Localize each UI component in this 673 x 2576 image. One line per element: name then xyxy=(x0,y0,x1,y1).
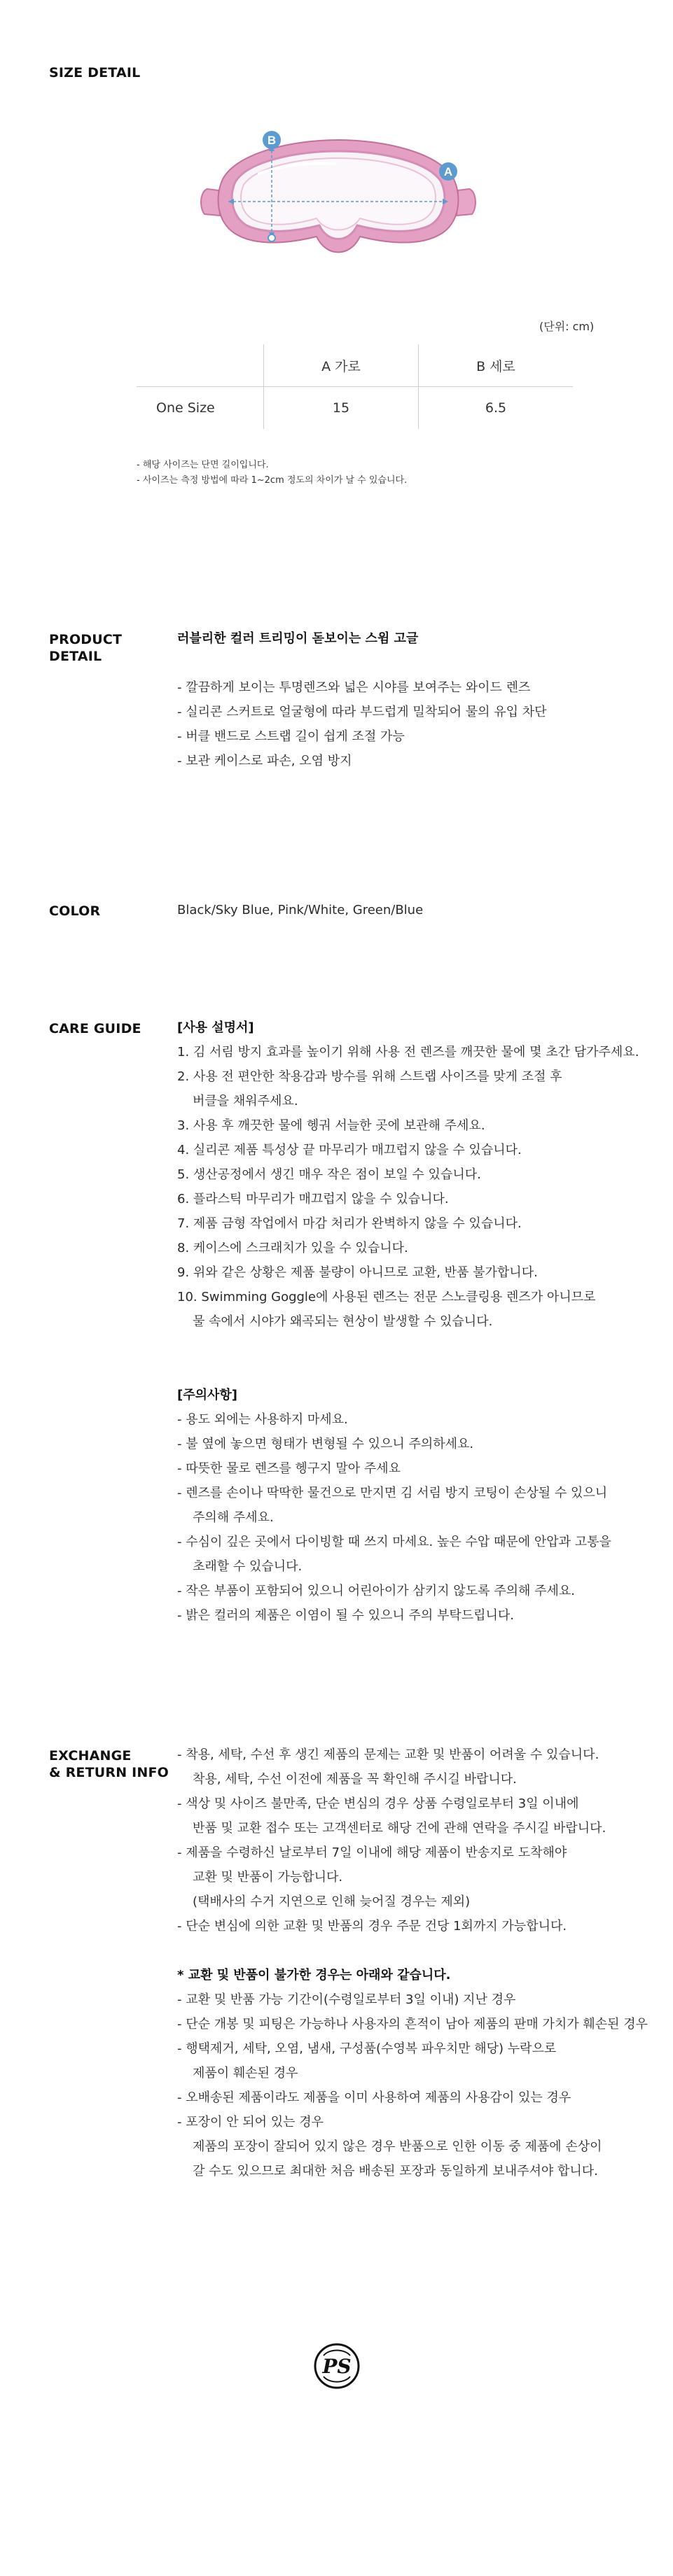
goggle-size-illustration xyxy=(195,125,482,279)
marker-b-label: B xyxy=(267,134,277,147)
caution-list xyxy=(177,1407,639,1628)
color-value: Black/Sky Blue, Pink/White, Green/Blue xyxy=(177,903,424,917)
exchange-title-line: & RETURN INFO xyxy=(49,1765,169,1780)
size-table-header xyxy=(137,344,573,387)
caution-line: - 용도 외에는 사용하지 마세요. xyxy=(177,1412,348,1427)
caution-line: - 렌즈를 손이나 딱딱한 물건으로 만지면 김 서림 방지 코팅이 손상될 수 있으니 xyxy=(177,1486,608,1500)
exchange-line: - 색상 및 사이즈 불만족, 단순 변심의 경우 상품 수령일로부터 3일 이내에 xyxy=(177,1796,579,1811)
product-headline: 러블리한 컬러 트리밍이 돋보이는 스윔 고글 xyxy=(177,631,419,646)
size-table-header-cell: A 가로 xyxy=(264,344,419,387)
exchange-body xyxy=(177,1743,648,2183)
usage-list xyxy=(177,1040,639,1334)
exchange-line: 교환 및 반품이 가능합니다. xyxy=(193,1870,343,1885)
not-allowed-line: - 교환 및 반품 가능 기간이(수령일로부터 3일 이내) 지난 경우 xyxy=(177,1992,516,2007)
usage-line: 4. 실리콘 제품 특성상 끝 마무리가 매끄럽지 않을 수 있습니다. xyxy=(177,1143,522,1157)
exchange-line: 반품 및 교환 접수 또는 고객센터로 해당 건에 관해 연락을 주시길 바랍니다. xyxy=(193,1821,606,1836)
usage-line: 9. 위와 같은 상황은 제품 불량이 아니므로 교환, 반품 불가합니다. xyxy=(177,1265,538,1280)
exchange-list xyxy=(177,1743,648,1938)
caution-heading: [주의사항] xyxy=(177,1388,238,1402)
product-detail-title xyxy=(49,631,122,665)
exchange-line: 착용, 세탁, 수선 이전에 제품을 꼭 확인해 주시길 바랍니다. xyxy=(193,1772,517,1787)
not-allowed-line: - 단순 개봉 및 피팅은 가능하나 사용자의 흔적이 남아 제품의 판매 가치가 훼손된 경우 xyxy=(177,2017,648,2032)
usage-line: 10. Swimming Goggle에 사용된 렌즈는 전문 스노클링용 렌즈가 아니므로 xyxy=(177,1290,596,1304)
product-detail-title-line: PRODUCT xyxy=(49,632,123,647)
usage-line: 버클을 채워주세요. xyxy=(193,1094,298,1108)
exchange-title-line: EXCHANGE xyxy=(49,1748,132,1764)
not-allowed-line: 제품의 포장이 잘되어 있지 않은 경우 반품으로 인한 이동 중 제품에 손상이 xyxy=(193,2139,602,2154)
size-table-header-cell xyxy=(137,344,264,387)
usage-line: 1. 김 서림 방지 효과를 높이기 위해 사용 전 렌즈를 깨끗한 물에 몇 초간 담가주세요. xyxy=(177,1045,639,1060)
exchange-line: (택배사의 수거 지연으로 인해 늦어질 경우는 제외) xyxy=(193,1894,471,1909)
usage-line: 물 속에서 시야가 왜곡되는 현상이 발생할 수 있습니다. xyxy=(193,1314,493,1329)
exchange-line: - 착용, 세탁, 수선 후 생긴 제품의 문제는 교환 및 반품이 어려울 수 있습니다. xyxy=(177,1747,599,1762)
size-notes xyxy=(137,458,407,488)
caution-line: 초래할 수 있습니다. xyxy=(193,1559,303,1574)
caution-line: - 수심이 깊은 곳에서 다이빙할 때 쓰지 마세요. 높은 수압 때문에 안압과 고통을 xyxy=(177,1535,611,1549)
caution-line: - 작은 부품이 포함되어 있으니 어린아이가 삼키지 않도록 주의해 주세요. xyxy=(177,1584,575,1598)
not-allowed-line: - 포장이 안 되어 있는 경우 xyxy=(177,2115,324,2130)
caution-line: - 따뜻한 물로 렌즈를 헹구지 말아 주세요 xyxy=(177,1461,401,1476)
not-allowed-line: - 행택제거, 세탁, 오염, 냄새, 구성품(수영복 파우치만 해당) 누락으로 xyxy=(177,2041,557,2056)
product-detail-title-line: DETAIL xyxy=(49,649,102,664)
size-table xyxy=(137,344,573,429)
product-bullet: - 보관 케이스로 파손, 오염 방지 xyxy=(177,754,352,768)
size-note: - 사이즈는 측정 방법에 따라 1~2cm 정도의 차이가 날 수 있습니다. xyxy=(137,475,408,486)
caution-line: 주의해 주세요. xyxy=(193,1510,274,1525)
care-guide-body xyxy=(177,1015,639,1628)
color-title: COLOR xyxy=(49,903,101,919)
product-detail-body xyxy=(177,626,546,773)
not-allowed-line: - 오배송된 제품이라도 제품을 이미 사용하여 제품의 사용감이 있는 경우 xyxy=(177,2090,571,2105)
usage-line: 7. 제품 금형 작업에서 마감 처리가 완벽하지 않을 수 있습니다. xyxy=(177,1216,522,1231)
care-guide-title: CARE GUIDE xyxy=(49,1021,141,1036)
product-bullet: - 버클 밴드로 스트랩 길이 쉽게 조절 가능 xyxy=(177,729,405,744)
not-allowed-line: 제품이 훼손된 경우 xyxy=(193,2066,298,2081)
marker-a xyxy=(439,162,457,181)
caution-line: - 불 옆에 놓으면 형태가 변형될 수 있으니 주의하세요. xyxy=(177,1437,474,1451)
product-bullet: - 깔끔하게 보이는 투명렌즈와 넓은 시야를 보여주는 와이드 렌즈 xyxy=(177,680,531,695)
usage-line: 5. 생산공정에서 생긴 매우 작은 점이 보일 수 있습니다. xyxy=(177,1167,481,1182)
size-table-header-cell: B 세로 xyxy=(419,344,574,387)
size-table-row xyxy=(137,387,573,430)
brand-logo-text: PS xyxy=(322,2355,352,2378)
usage-line: 2. 사용 전 편안한 착용감과 방수를 위해 스트랩 사이즈를 맞게 조절 후 xyxy=(177,1069,562,1084)
product-bullet: - 실리콘 스커트로 얼굴형에 따라 부드럽게 밀착되어 물의 유입 차단 xyxy=(177,705,547,719)
size-table-cell: 15 xyxy=(264,387,419,430)
marker-a-label: A xyxy=(443,165,453,178)
usage-heading: [사용 설명서] xyxy=(177,1020,254,1035)
size-table-cell: 6.5 xyxy=(485,400,507,416)
not-allowed-list xyxy=(177,1987,648,2183)
marker-b xyxy=(263,131,281,149)
size-detail-title: SIZE DETAIL xyxy=(49,65,141,80)
usage-line: 8. 케이스에 스크래치가 있을 수 있습니다. xyxy=(177,1241,408,1255)
brand-logo xyxy=(312,2342,361,2391)
exchange-line: - 단순 변심에 의한 교환 및 반품의 경우 주문 건당 1회까지 가능합니다. xyxy=(177,1919,567,1934)
size-unit: (단위: cm) xyxy=(539,320,595,333)
size-note: - 해당 사이즈는 단면 길이입니다. xyxy=(137,460,269,470)
size-table-cell: One Size xyxy=(156,400,215,416)
not-allowed-line: 갈 수도 있으므로 최대한 처음 배송된 포장과 동일하게 보내주셔야 합니다. xyxy=(193,2164,598,2179)
exchange-line: - 제품을 수령하신 날로부터 7일 이내에 해당 제품이 반송지로 도착해야 xyxy=(177,1845,567,1860)
usage-line: 3. 사용 후 깨끗한 물에 헹궈 서늘한 곳에 보관해 주세요. xyxy=(177,1118,485,1133)
exchange-title xyxy=(49,1747,169,1781)
caution-line: - 밝은 컬러의 제품은 이염이 될 수 있으니 주의 부탁드립니다. xyxy=(177,1608,515,1623)
not-allowed-heading: * 교환 및 반품이 불가한 경우는 아래와 같습니다. xyxy=(177,1968,451,1983)
usage-line: 6. 플라스틱 마무리가 매끄럽지 않을 수 있습니다. xyxy=(177,1192,449,1206)
